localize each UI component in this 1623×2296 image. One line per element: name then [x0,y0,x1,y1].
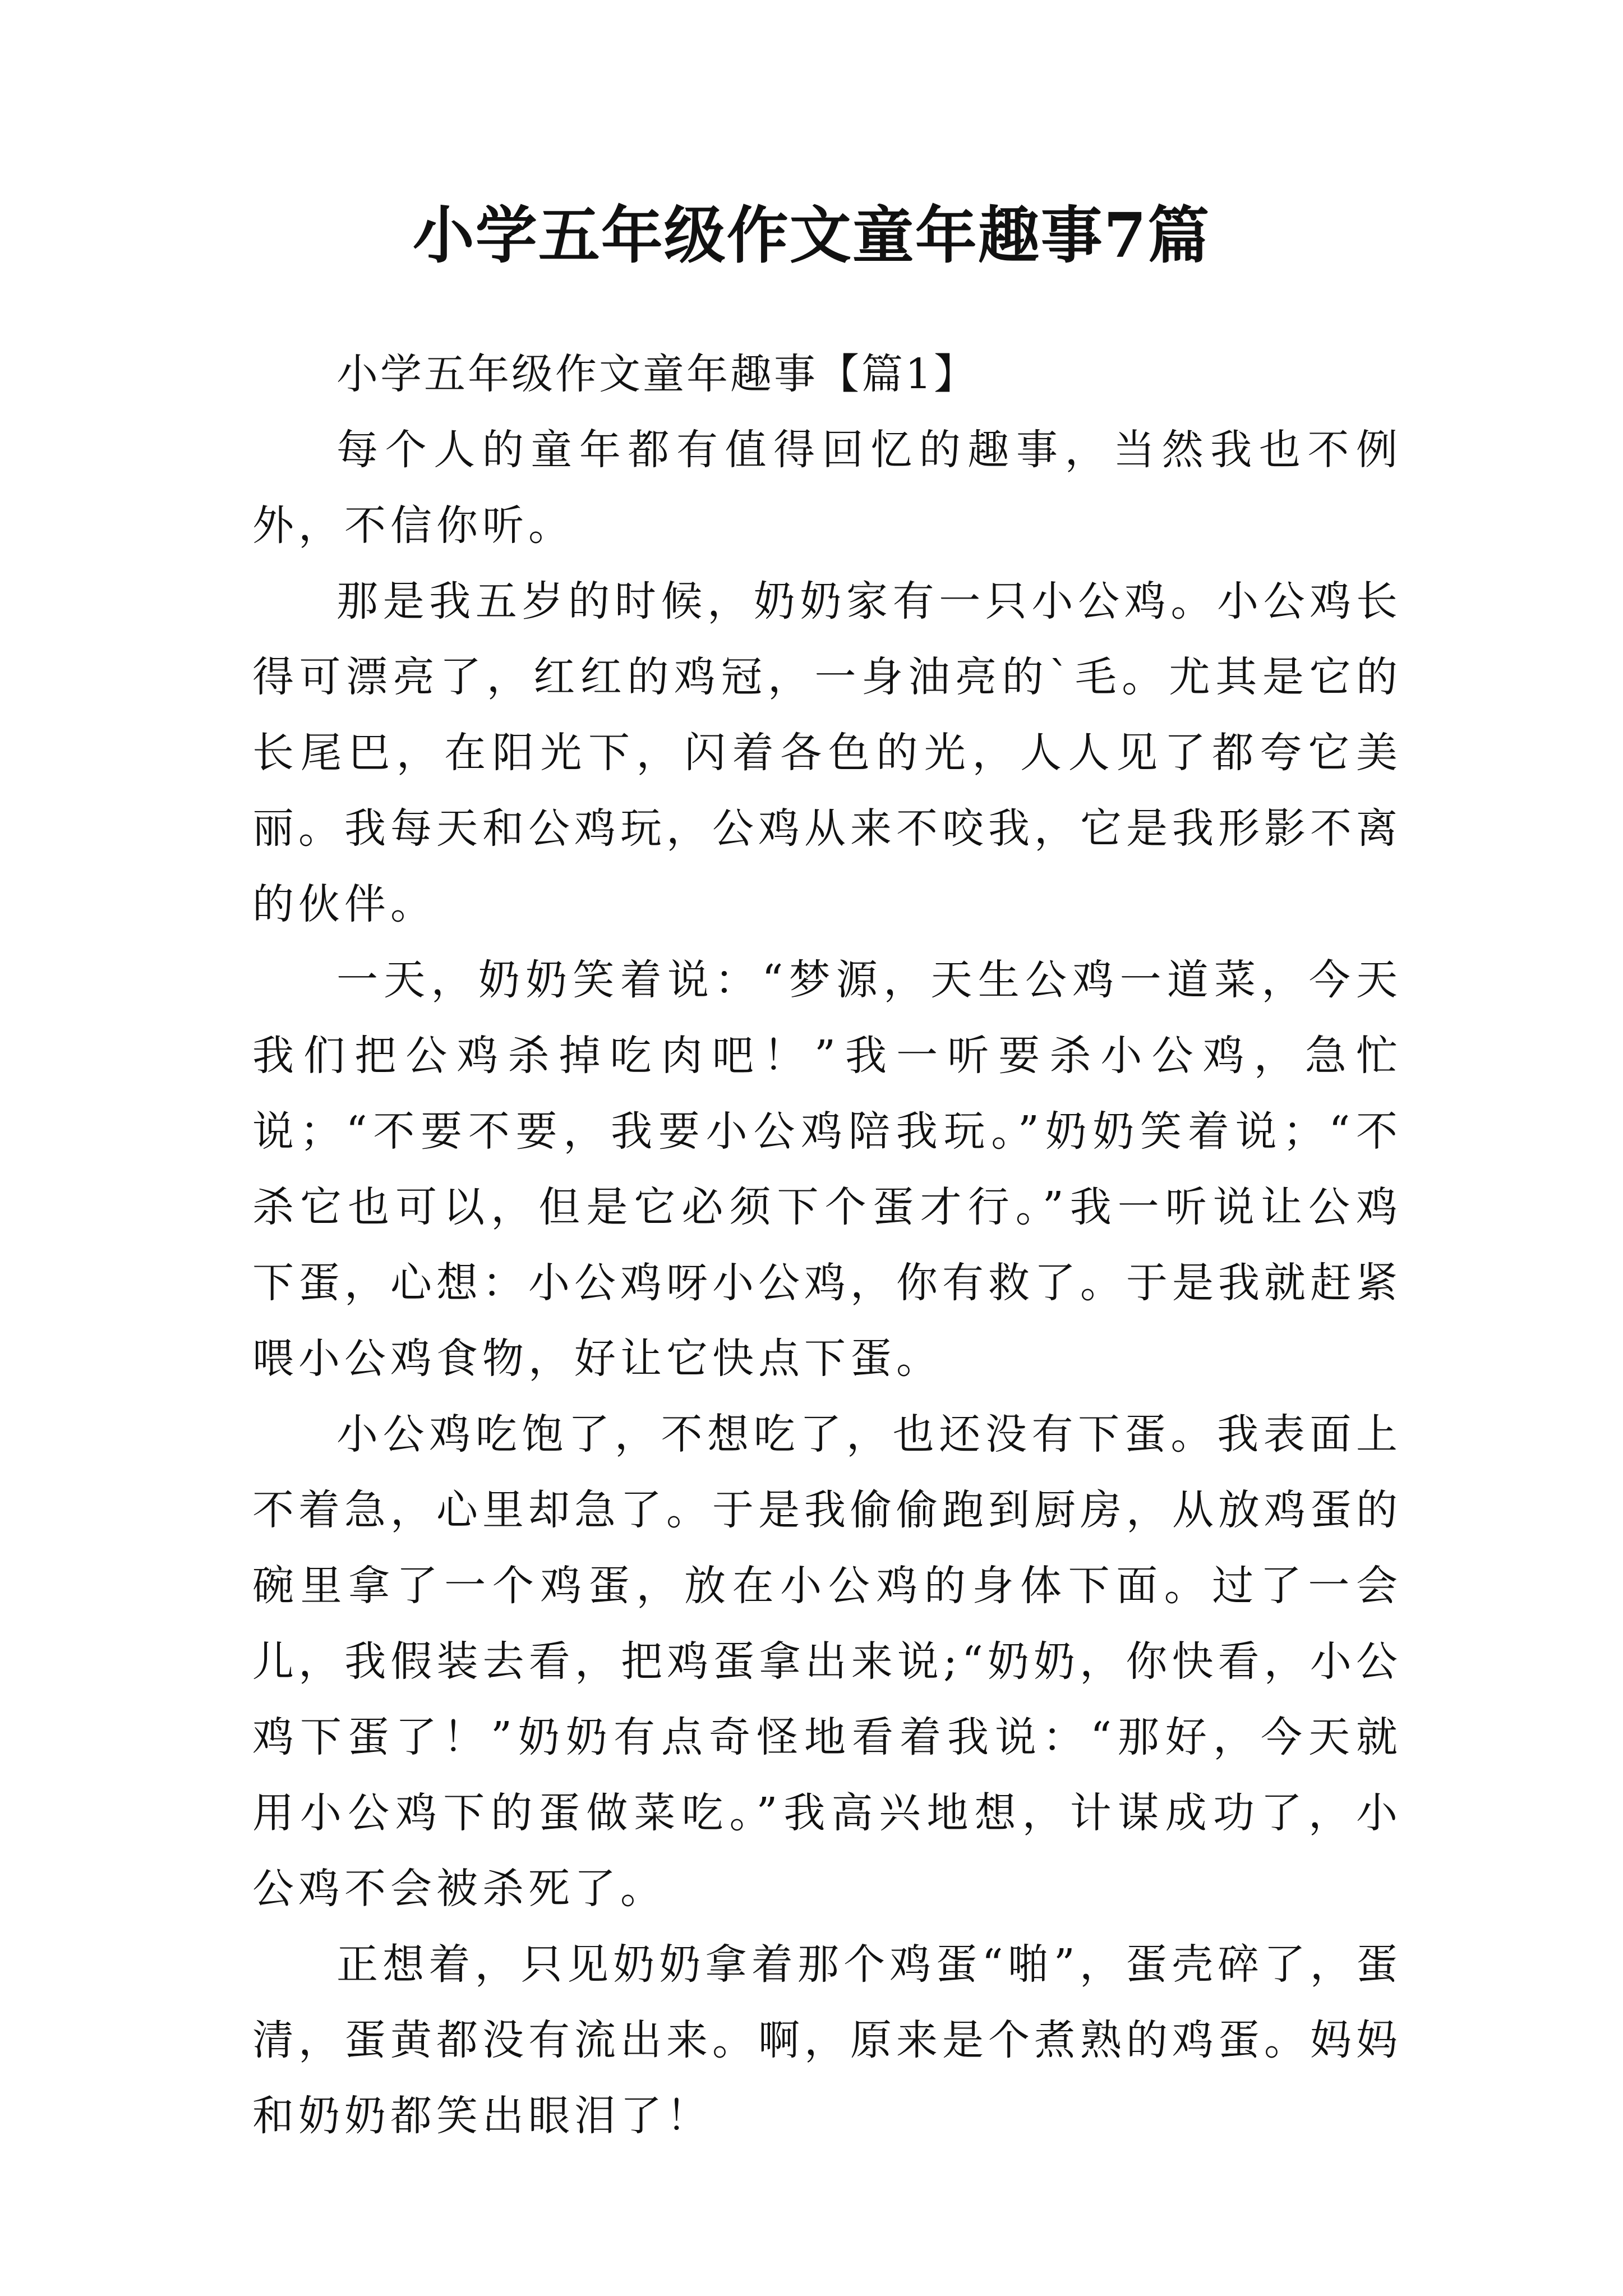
paragraph-1: 每个人的童年都有值得回忆的趣事，当然我也不例外，不信你听。 [252,426,1402,550]
paragraph-2: 那是我五岁的时候，奶奶家有一只小公鸡。小公鸡长得可漂亮了，红红的鸡冠，一身油亮的`毛。尤其是它的长尾巴，在阳光下，闪着各色的光，人人见了都夸它美丽。我每天和公鸡玩，公鸡从来不咬我，它是我形影不离的伙伴。 [252,577,1402,928]
paragraph-4: 小公鸡吃饱了，不想吃了，也还没有下蛋。我表面上不着急，心里却急了。于是我偷偷跑到厨房，从放鸡蛋的碗里拿了一个鸡蛋，放在小公鸡的身体下面。过了一会儿，我假装去看，把鸡蛋拿出来说;“奶奶，你快看，小公鸡下蛋了！”奶奶有点奇怪地看着我说：“那好，今天就用小公鸡下的蛋做菜吃。”我高兴地想，计谋成功了，小公鸡不会被杀死了。 [252,1410,1402,1913]
document-body [252,337,1402,2154]
paragraph-3: 一天，奶奶笑着说：“梦源，天生公鸡一道菜，今天我们把公鸡杀掉吃肉吧！”我一听要杀小公鸡，急忙说；“不要不要，我要小公鸡陪我玩。”奶奶笑着说；“不杀它也可以，但是它必须下个蛋才行。”我一听说让公鸡下蛋，心想：小公鸡呀小公鸡，你有救了。于是我就赶紧喂小公鸡食物，好让它快点下蛋。 [252,956,1402,1383]
document-title: 小学五年级作文童年趣事7篇 [412,199,1211,272]
section-heading: 小学五年级作文童年趣事【篇1】 [336,350,978,398]
paragraph-5: 正想着，只见奶奶拿着那个鸡蛋“啪”，蛋壳碎了，蛋清，蛋黄都没有流出来。啊，原来是个煮熟的鸡蛋。妈妈和奶奶都笑出眼泪了！ [252,1940,1402,2140]
